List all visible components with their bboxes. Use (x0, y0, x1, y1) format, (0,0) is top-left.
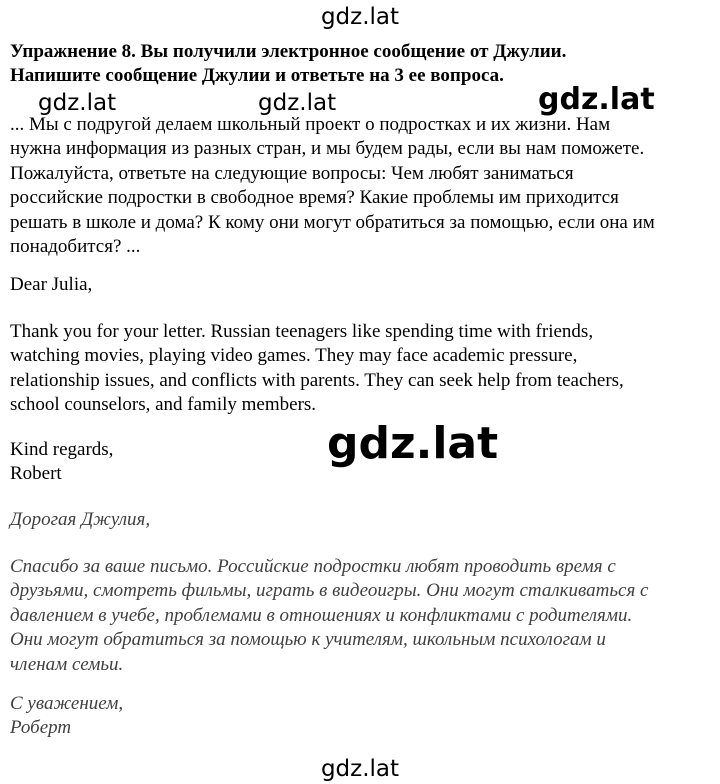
watermark-row-middle: gdz.lat (258, 90, 337, 116)
greeting-text-ru: Дорогая Джулия, (10, 509, 151, 530)
reply-ru-line: Спасибо за ваше письмо. Российские подростки любят проводить время с (10, 556, 616, 577)
watermark-row-right: gdz.lat (538, 82, 655, 117)
signature-text-ru: Роберт (10, 717, 72, 739)
reply-en-closing (10, 438, 710, 487)
watermark-top: gdz.lat (320, 4, 400, 30)
watermark-bottom: gdz.lat (320, 756, 400, 782)
reply-ru-body (10, 555, 710, 677)
reply-ru-line: членам семьи. (10, 653, 124, 675)
watermark-row-left: gdz.lat (38, 90, 117, 116)
closing-text: Kind regards, (10, 439, 114, 460)
letter-line: российские подростки в свободное время? Какие проблемы им приходится (10, 187, 619, 209)
signature-text: Robert (10, 463, 62, 485)
reply-en-line: relationship issues, and conflicts with parents. They can seek help from teachers, (10, 369, 624, 391)
letter-line: понадобится? ... (10, 236, 141, 258)
reply-en-line: Thank you for your letter. Russian teenagers like spending time with friends, (10, 321, 594, 342)
reply-en-line: school counselors, and family members. (10, 394, 317, 416)
reply-ru-greeting (10, 508, 710, 532)
letter-line: решать в школе и дома? К кому они могут обратиться за помощью, если она им (10, 211, 655, 233)
reply-en-greeting (10, 273, 710, 297)
reply-ru-line: Они могут обратиться за помощью к учителям, школьным психологам и (10, 629, 606, 651)
greeting-text: Dear Julia, (10, 274, 93, 295)
julia-letter-excerpt (10, 113, 710, 259)
closing-text-ru: С уважением, (10, 693, 124, 714)
reply-ru-closing (10, 692, 710, 741)
task-heading-line: Упражнение 8. Вы получили электронное сообщение от Джулии. (10, 41, 567, 62)
reply-en-line: watching movies, playing video games. They may face academic pressure, (10, 345, 578, 367)
letter-line: Пожалуйста, ответьте на следующие вопросы: Чем любят заниматься (10, 162, 574, 184)
task-heading-line: Напишите сообщение Джулии и ответьте на 3 ее вопроса. (10, 65, 504, 87)
reply-ru-line: давлением в учебе, проблемами в отношениях и конфликтами с родителями. (10, 604, 633, 626)
reply-en-body (10, 320, 710, 418)
watermark-middle: gdz.lat (327, 418, 499, 469)
letter-line: ... Мы с подругой делаем школьный проект о подростках и их жизни. Нам (10, 114, 611, 135)
reply-ru-line: друзьями, смотреть фильмы, играть в видеоигры. Они могут сталкиваться с (10, 580, 649, 602)
letter-line: нужна информация из разных стран, и мы будем рады, если вы нам поможете. (10, 138, 645, 160)
task-heading (10, 40, 710, 89)
